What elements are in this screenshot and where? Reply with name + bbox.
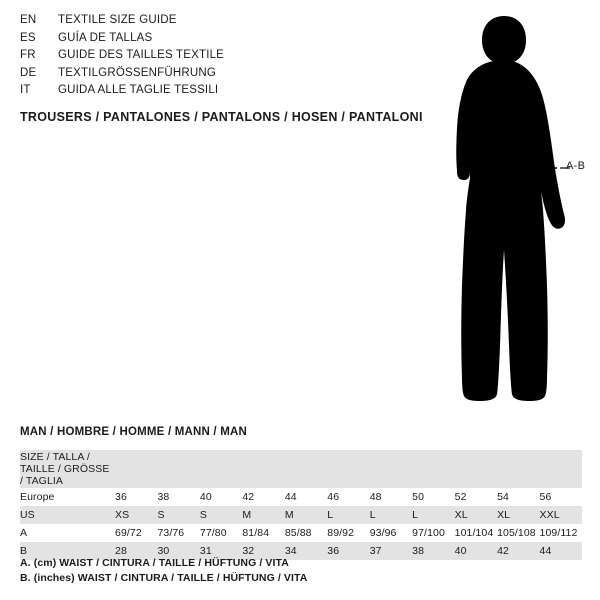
cell: 89/92	[327, 524, 369, 542]
cell: 42	[497, 542, 539, 560]
cell: 44	[285, 488, 327, 506]
cell: 46	[327, 488, 369, 506]
cell: 50	[412, 488, 454, 506]
cell: XXL	[540, 506, 582, 524]
cell: 32	[242, 542, 284, 560]
table-row	[20, 506, 582, 524]
cell: 38	[157, 488, 199, 506]
cell: 34	[285, 542, 327, 560]
cell: 36	[115, 488, 157, 506]
cell: 36	[327, 542, 369, 560]
language-code: ES	[20, 31, 36, 44]
row-label: A	[20, 524, 115, 542]
cell	[327, 450, 369, 488]
language-code: EN	[20, 14, 37, 26]
language-title: TEXTILE SIZE GUIDE	[58, 14, 177, 26]
language-row	[20, 84, 360, 102]
footnote-a: A. (cm) WAIST / CINTURA / TAILLE / HÜFTUNG / VITA	[20, 557, 289, 569]
language-title: GUIDE DES TAILLES TEXTILE	[58, 49, 225, 62]
footnote-list	[20, 556, 580, 585]
cell: 81/84	[242, 524, 284, 542]
size-table-wrapper	[20, 450, 582, 560]
cell: 85/88	[285, 524, 327, 542]
cell	[370, 450, 412, 488]
cell	[285, 450, 327, 488]
language-row	[20, 49, 360, 67]
cell: 101/104	[455, 524, 497, 542]
cell: L	[327, 506, 369, 524]
cell: 109/112	[540, 524, 582, 542]
cell	[497, 450, 539, 488]
cell: 54	[497, 488, 539, 506]
cell: XL	[455, 506, 497, 524]
language-code: FR	[20, 49, 36, 62]
cell	[157, 450, 199, 488]
cell: L	[412, 506, 454, 524]
cell: 44	[540, 542, 582, 560]
section-heading-man: MAN / HOMBRE / HOMME / MANN / MAN	[20, 426, 248, 438]
footnote-b: B. (inches) WAIST / CINTURA / TAILLE / HÜFTUNG / VITA	[20, 571, 308, 584]
cell: 52	[455, 488, 497, 506]
cell: 73/76	[157, 524, 199, 542]
cell: M	[285, 506, 327, 524]
language-title: TEXTILGRÖSSENFÜHRUNG	[58, 66, 216, 79]
table-row	[20, 450, 582, 488]
measure-label-ab: A-B	[566, 160, 586, 172]
language-title: GUÍA DE TALLAS	[58, 31, 153, 44]
cell: 40	[200, 488, 242, 506]
row-label: SIZE / TALLA / TAILLE / GRÖSSE / TAGLIA	[20, 450, 115, 488]
language-title: GUIDA ALLE TAGLIE TESSILI	[58, 84, 219, 97]
language-row	[20, 67, 360, 85]
table-row	[20, 524, 582, 542]
cell: 48	[370, 488, 412, 506]
cell: 105/108	[497, 524, 539, 542]
garment-type-heading: TROUSERS / PANTALONES / PANTALONS / HOSEN / PANTALONI	[20, 110, 423, 124]
cell: 31	[200, 542, 242, 560]
table-row	[20, 488, 582, 506]
cell: 93/96	[370, 524, 412, 542]
cell: M	[242, 506, 284, 524]
cell	[200, 450, 242, 488]
language-code: IT	[20, 84, 31, 97]
cell: 40	[455, 542, 497, 560]
language-code: DE	[20, 66, 37, 79]
row-label: US	[20, 506, 115, 524]
cell: 28	[115, 542, 157, 560]
cell	[115, 450, 157, 488]
row-label: Europe	[20, 488, 115, 506]
cell: 77/80	[200, 524, 242, 542]
cell: 37	[370, 542, 412, 560]
cell: 30	[157, 542, 199, 560]
cell: L	[370, 506, 412, 524]
cell: 42	[242, 488, 284, 506]
cell: S	[200, 506, 242, 524]
cell	[412, 450, 454, 488]
language-row	[20, 14, 360, 32]
cell: 69/72	[115, 524, 157, 542]
row-label: B	[20, 542, 115, 560]
male-trousers-silhouette-icon	[420, 10, 590, 410]
size-table	[20, 450, 582, 560]
language-row	[20, 32, 360, 50]
cell	[540, 450, 582, 488]
cell: XS	[115, 506, 157, 524]
cell	[455, 450, 497, 488]
cell	[242, 450, 284, 488]
cell: XL	[497, 506, 539, 524]
language-list	[20, 14, 360, 102]
cell: 56	[540, 488, 582, 506]
cell: 97/100	[412, 524, 454, 542]
figure-illustration	[420, 10, 590, 410]
cell: 38	[412, 542, 454, 560]
cell: S	[157, 506, 199, 524]
